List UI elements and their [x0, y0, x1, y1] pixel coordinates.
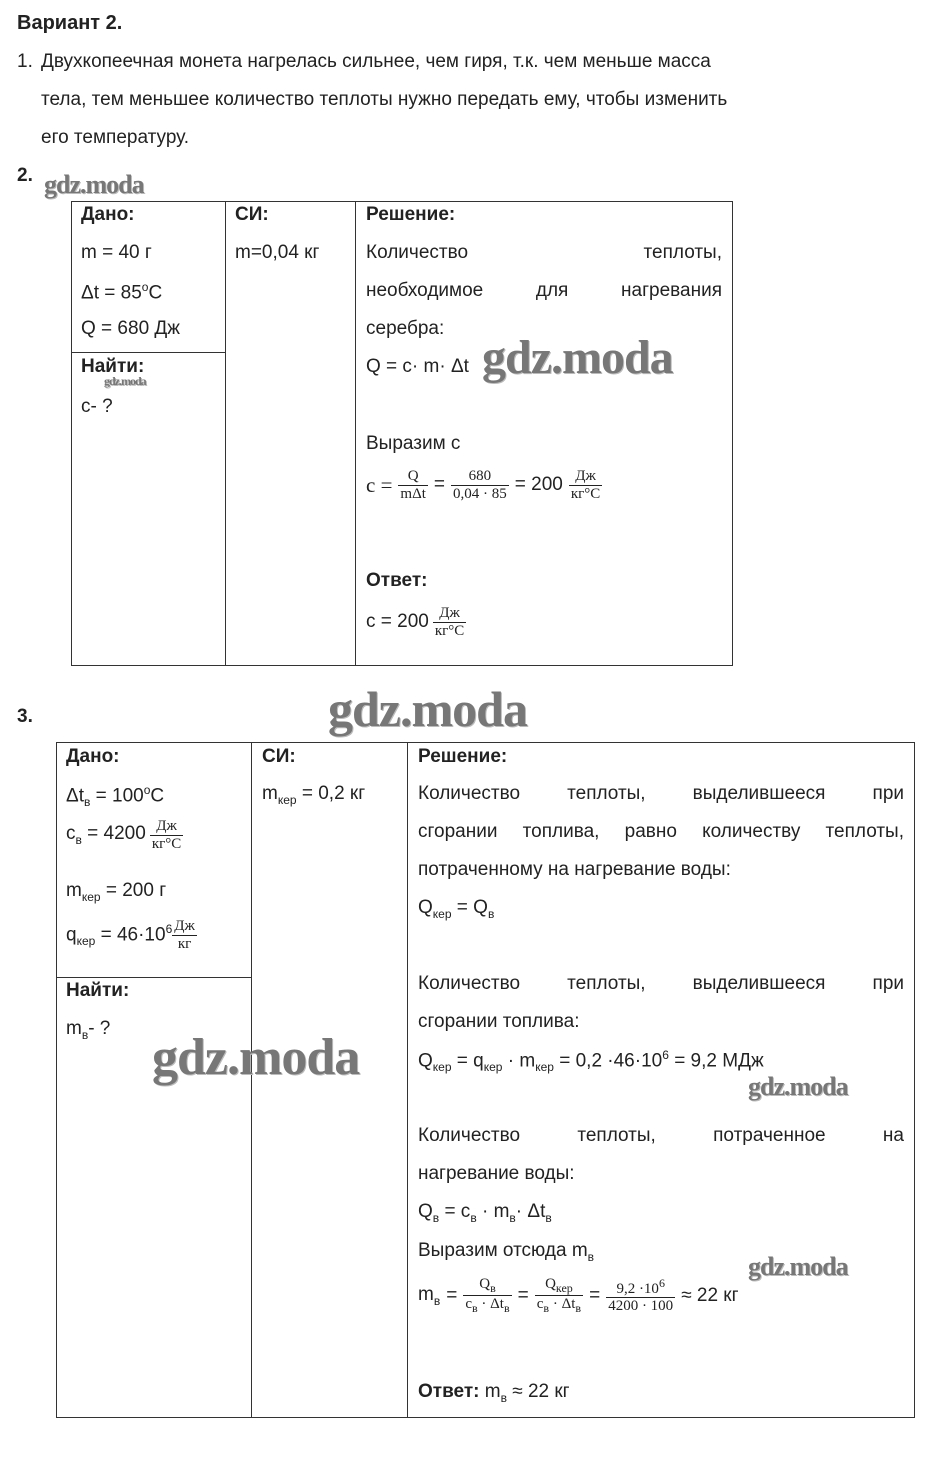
q2-answer: c = 200 $\frac{Дж}{кг^\circ С}$ — [366, 605, 465, 639]
q1-line-3: его температуру. — [41, 127, 190, 148]
q2-c-formula: c = $\frac{Q}{\text{mΔt}}$ = $\frac{680}{0,04 \cdot 85}$ = 200 $\frac{Дж}{кг^\circ С}$ — [366, 468, 601, 502]
q2-solution-line-2: необходимое для нагревания — [366, 280, 722, 301]
q2-si-value: m=0,04 кг — [235, 242, 320, 263]
q2-solution-line-3: серебра: — [366, 318, 445, 339]
watermark: gdz.moda — [328, 681, 527, 737]
watermark: gdz.moda — [44, 170, 144, 199]
q2-solution-line-1: Количество теплоты, — [366, 242, 722, 263]
q2-formula: Q = c· m· Δt — [366, 356, 469, 377]
q3-express-text: Выразим отсюда $m_в$ — [418, 1240, 595, 1264]
q3-solution-label: Решение: — [418, 746, 508, 767]
q2-given-dt: $\Delta t = 85^oC$ — [81, 280, 163, 304]
q3-given-dt: $\Delta t_в = 100^oC$ — [66, 783, 165, 810]
q2-si-cell — [225, 201, 356, 666]
q3-given-q: $q_{кер} = 46\cdot 10^6$ $\frac{Дж}{кг}$ — [66, 918, 195, 952]
q2-given-mass: m = 40 г — [81, 242, 152, 263]
watermark: gdz.moda — [152, 1029, 360, 1086]
q2-find-value: c- ? — [81, 396, 113, 417]
q3-p1-line-3: потраченному на нагревание воды: — [418, 859, 731, 880]
q3-eq3: $Q_в = c_в \cdot m_в\cdot \Delta t_в$ — [418, 1201, 552, 1225]
q1-line-2: тела, тем меньшее количество теплоты нужно передать ему, чтобы изменить — [41, 89, 728, 110]
q3-given-c: $c_в = 4200$ $\frac{Дж}{кг^\circ С}$ — [66, 818, 182, 852]
q3-p3-line-1: Количество теплоты, потраченное на — [418, 1125, 904, 1146]
q1-number: 1. — [17, 51, 33, 72]
q3-m-formula: $m_в$ = $\frac{Q_в}{c_в \cdot \Delta t_в}$ = $\frac{Q_{кер}}{c_в \cdot \Delta t_в}$ = $\frac{9,2 \cdot 10^6}{4200 \cdot 100}$ ≈ 22 кг — [418, 1275, 739, 1316]
watermark: gdz.moda — [748, 1072, 848, 1101]
q2-given-heat: Q = 680 Дж — [81, 318, 180, 339]
q3-p2-line-2: сгорании топлива: — [418, 1011, 580, 1032]
q3-eq2: $Q_{кер} = q_{кер} \cdot m_{кер} = 0,2 \cdot 46\cdot 10^6 = 9,2$ МДж — [418, 1048, 764, 1075]
q3-si-value: $m_{кер} = 0,2$ кг — [262, 783, 366, 807]
q2-si-label: СИ: — [235, 204, 269, 225]
q3-find-value: $m_в-$ ? — [66, 1018, 111, 1042]
page-title: Вариант 2. — [17, 12, 123, 34]
watermark: gdz.moda — [482, 331, 673, 384]
q3-given-label: Дано: — [66, 746, 120, 767]
q3-number: 3. — [17, 706, 33, 727]
q2-express-text: Выразим с — [366, 433, 461, 454]
q3-si-label: СИ: — [262, 746, 296, 767]
q2-solution-label: Решение: — [366, 204, 456, 225]
q2-number: 2. — [17, 165, 33, 186]
q3-p1-line-1: Количество теплоты, выделившееся при — [418, 783, 904, 804]
q1-line-1: Двухкопеечная монета нагрелась сильнее, чем гиря, т.к. чем меньше масса — [41, 51, 711, 72]
watermark: gdz.moda — [104, 374, 146, 388]
q2-answer-label: Ответ: — [366, 570, 428, 591]
q3-answer: Ответ: $m_в \approx 22$ кг — [418, 1381, 570, 1405]
q3-p1-line-2: сгорании топлива, равно количеству теплоты, — [418, 821, 904, 842]
watermark: gdz.moda — [748, 1252, 848, 1281]
q3-given-mass: $m_{кер} = 200$ г — [66, 880, 167, 904]
q3-eq1: $Q_{кер} = Q_в$ — [418, 897, 495, 921]
q2-find-label: Найти: — [81, 356, 145, 377]
q3-find-label: Найти: — [66, 980, 130, 1001]
q3-p2-line-1: Количество теплоты, выделившееся при — [418, 973, 904, 994]
q3-p3-line-2: нагревание воды: — [418, 1163, 575, 1184]
q2-given-label: Дано: — [81, 204, 135, 225]
